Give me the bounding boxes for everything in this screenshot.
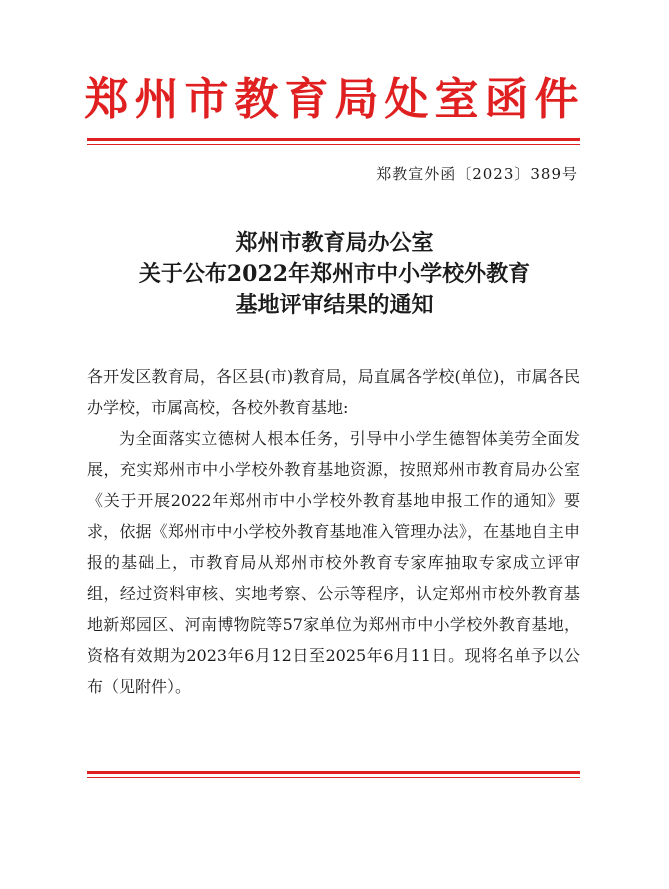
title-line-1: 郑州市教育局办公室 [235,230,434,256]
footer-rule-thin [87,777,580,778]
body-paragraph: 为全面落实立德树人根本任务，引导中小学生德智体美劳全面发展，充实郑州市中小学校外教育基地资源，按照郑州市教育局办公室《关于开展2022年郑州市中小学校外教育基地申报工作的通知》要求，依据《郑州市中小学校外教育基地准入管理办法》，在基地自主申报的基础上，市教育局从郑州市校外教育专家库抽取专家成立评审组，经过资料审核、实地考察、公示等程序，认定郑州市校外教育基地新郑园区、河南博物院等57家单位为郑州市中小学校外教育基地，资格有效期为2023年6月12日至2025年6月11日。现将名单予以公布（见附件）。 [87,429,580,696]
masthead-rule-thin [87,144,580,145]
document-title [0,228,669,321]
document-number: 郑教宣外函〔2023〕389号 [376,165,578,183]
title-line-3: 基地评审结果的通知 [235,292,434,318]
salutation: 各开发区教育局，各区县(市)教育局，局直属各学校(单位)，市属各民办学校，市属高校，各校外教育基地: [87,367,580,417]
title-line-2: 关于公布2022年郑州市中小学校外教育 [138,261,531,287]
masthead-title: 郑州市教育局处室函件 [84,74,585,125]
masthead-rule-thick [87,138,580,141]
document-body [87,361,580,702]
footer-rule-thick [87,771,580,774]
